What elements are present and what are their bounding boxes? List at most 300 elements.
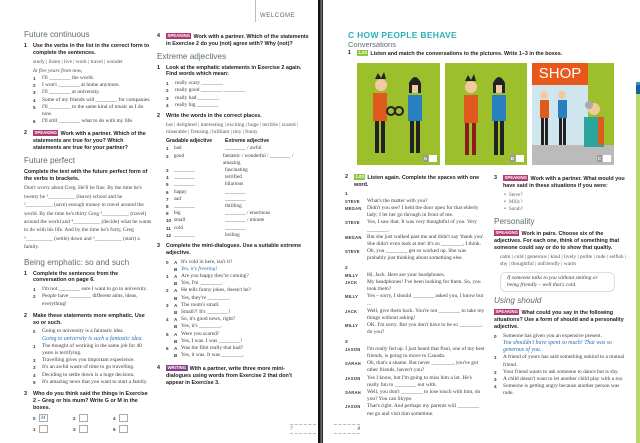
item-number: 6 [166, 346, 169, 352]
shop-sign: SHOP [532, 63, 588, 85]
numbered-list [494, 354, 630, 397]
item-text: It's an awful waste of time to go travelling. [42, 364, 135, 371]
picture-label: C [597, 155, 611, 162]
speaking-exercise: SPEAKING Work in pairs. Choose six of the adjectives. For each one, think of something that someone could say or do to show that quality. [494, 230, 620, 251]
item-number: 1 [166, 274, 169, 280]
speaking-label: SPEAKING [34, 130, 57, 136]
numbered-list [157, 80, 309, 109]
item-text: really bad ________ [175, 94, 220, 101]
numbered-list [24, 75, 152, 125]
answer-box-item [33, 414, 73, 422]
gradable-adjective: happy [174, 188, 187, 195]
audio-label: 1.03 [355, 174, 364, 179]
item-text: The thought of working in the same job for 40 years is terrifying. [42, 342, 142, 357]
extreme-adjective: hilarious [225, 181, 244, 188]
item-number: 6 [33, 119, 36, 125]
paragraph-text: Don't worry about Greg. He'll be fine. By the time he's twenty he ¹__________ (leave) school and he ²__________ (save) enough money to travel around the world. By the time he's thirty Greg ³__________ (travel) around the world and ⁴__________ (decide) what he wants to do with his life. And by the time he's forty, Greg ⁵__________ (settle) down and ⁶__________ (start) a family. [24, 185, 152, 251]
line-text: Are you happy they're coming? [181, 273, 249, 280]
speaker-letter: B [174, 295, 178, 301]
speaker-letter: B [174, 338, 178, 344]
item-number [166, 295, 174, 302]
speaker-letter: A [174, 274, 178, 280]
speaker-letter: A [174, 302, 178, 308]
speaker-name: JASON [345, 375, 361, 381]
table-row [166, 217, 309, 224]
line-text: Didn't you see? I held the door open for that elderly lady; I let her go through in front of me. [367, 205, 479, 219]
item-number: 5 [33, 104, 36, 110]
item-number [166, 338, 174, 345]
dialogue-line [166, 323, 309, 330]
bullet-item: • Steve? [510, 192, 630, 199]
line-text: Small?! It's ________! [181, 309, 231, 316]
row-number: 2 [166, 153, 169, 159]
line-text: Yes I know, but I'm going to miss him a lot. He's really fun to ________ out with. [367, 374, 472, 388]
extreme-adjective: ________ / minute [225, 217, 265, 224]
heading-personality: Personality [494, 217, 535, 227]
speaking-exercise: 2 SPEAKING Work with a partner. Which of the statements are true for you? Which statements are true for your partner? [24, 130, 146, 152]
answer-boxes [33, 414, 152, 433]
audio-exercise: 1 1.03 Listen and match the conversations to the pictures. Write 1–3 in the boxes. [348, 50, 563, 57]
page-edge-strip [636, 82, 640, 443]
line-text: What's the matter with you? [367, 197, 428, 204]
list-item [33, 364, 152, 371]
speaker-letter: A [174, 317, 178, 323]
line-text: Well, you don't ________ to lose touch with him, do you? You can Skype. [367, 389, 481, 403]
answer-box[interactable] [39, 425, 48, 433]
answer-box[interactable] [119, 414, 128, 422]
list-item [33, 118, 152, 125]
bullet-item: • Milly? [510, 199, 630, 206]
speaker-name: SARAH [345, 361, 361, 367]
item-number: 5 [33, 379, 36, 385]
item-text: Some of my friends will ________ for companies. [42, 96, 151, 103]
writing-exercise: 4 WRITING With a partner, write three more mini-dialogues using words from Exercise 2 that don't appear in Exercise 3. [157, 365, 292, 387]
gradable-adjective: ________ [174, 181, 195, 188]
gradable-adjective: good [173, 152, 185, 159]
illustration-shop-icon [532, 63, 614, 165]
item-text: I'll ________ at university. [42, 89, 100, 96]
dialogue-line [345, 322, 485, 336]
item-number: 2 [494, 369, 497, 375]
answer-box[interactable] [119, 425, 128, 433]
item-number: 2 [33, 358, 36, 364]
item-text: A child doesn't want to let another child play with a toy. [503, 376, 624, 383]
line-text: Yes, I'm ________. [181, 280, 223, 287]
list-item [33, 293, 152, 307]
item-text: Someone is getting angry because another person was rude. [503, 383, 620, 397]
dialogue-line [166, 338, 309, 345]
list-item [494, 383, 630, 397]
item-text: Travelling gives you important experience. [42, 357, 135, 364]
dialogue [345, 272, 485, 337]
table-row [166, 174, 309, 181]
speaker-letter: B [174, 353, 178, 359]
gradable-adjective: ________ [174, 167, 195, 174]
item-text: It's amazing news that you want to start a family. [42, 378, 148, 385]
conversation-number: 2 [345, 265, 348, 271]
speaker-letter: A [174, 346, 178, 352]
gradable-adjective: bad [174, 145, 182, 152]
table-header: Gradable adjective Extreme adjective [166, 138, 270, 145]
bullet-item: • Sarah? [510, 206, 630, 213]
speaker-letter: B [174, 324, 178, 330]
speaker-name: MEGAN [345, 206, 362, 211]
extreme-adjective: fascinating [225, 167, 248, 174]
dialogue-line [345, 389, 485, 403]
mini-dialogues [157, 259, 309, 360]
extreme-adjective: fantastic / wonderful / ________ / amazing [222, 152, 294, 166]
table-row [166, 203, 309, 210]
list-item [33, 75, 152, 82]
row-number: 8 [166, 204, 169, 210]
conversation-number: 1 [345, 191, 348, 197]
line-text: Yes, it's freezing! [181, 265, 218, 272]
item-number: 3 [33, 365, 36, 371]
table-row [166, 145, 309, 152]
table-row [166, 153, 309, 167]
gradable-adjective: ________ [174, 174, 195, 181]
page-number-left: 7 [290, 424, 316, 434]
line-text: Oh, that's a shame. But never ________, you've got other friends, haven't you? [367, 360, 479, 374]
speaker-name: JASON [345, 404, 361, 410]
dialogue-line [345, 198, 485, 205]
item-text: really scary ________ [175, 80, 223, 87]
example-answer: Going to university is such a fantastic idea. [42, 335, 143, 342]
list-item [166, 95, 309, 102]
dialogue-line [345, 308, 485, 322]
list-item [494, 354, 630, 368]
item-number: 3 [166, 95, 169, 101]
speaker-name: JACK [345, 280, 358, 286]
example-item: 0 Someone has given you an expensive present. [494, 332, 602, 339]
list-item [166, 80, 309, 87]
dialogue-line [345, 272, 485, 279]
row-number: 9 [166, 211, 169, 217]
line-text: So, it's good news, right? [181, 316, 236, 323]
list-item [33, 89, 152, 96]
box-number: 0 [33, 415, 36, 421]
row-number: 1 [166, 146, 169, 152]
speaker-name: STEVE [345, 198, 360, 204]
picture-b [445, 63, 527, 165]
item-number [166, 352, 174, 359]
speaker-name: JACK [345, 308, 358, 314]
answer-box[interactable] [516, 155, 524, 162]
speaker-letter: A [174, 288, 178, 294]
item-number [166, 266, 174, 273]
item-number: 1 [33, 287, 36, 293]
line-text: I'm really fed up. I just heard that Paul, one of my best friends, is going to move to Canada. [367, 345, 485, 360]
list-item [33, 82, 152, 89]
extreme-adjective: ________ [225, 195, 246, 202]
dialogue-line [345, 293, 485, 307]
speaker-name: STEVE [345, 220, 360, 226]
box-number: 5 [113, 426, 116, 432]
picture-label: B [510, 155, 524, 162]
heading-being-emphatic: Being emphatic: so and such [24, 257, 130, 267]
item-number: 4 [166, 317, 169, 323]
dialogue-line [166, 316, 309, 323]
line-text: OK. I'm sorry. But you don't have to be so ________, do you? [367, 322, 483, 336]
dialogue-line [166, 331, 309, 338]
speaking-label: SPEAKING [167, 33, 190, 38]
item-number: 2 [33, 83, 36, 89]
dialogue-line [345, 205, 485, 219]
line-text: Was the film really that bad? [181, 345, 243, 352]
item-text: Your friend wants to ask someone to dance but is shy. [503, 368, 619, 375]
gradable-adjective: ________ [174, 203, 195, 210]
line-text: Yes – sorry, I should ________ asked you, I know but ... [367, 293, 484, 307]
picture-label: A [423, 155, 437, 162]
dialogue-line [166, 352, 309, 359]
table-row [166, 210, 309, 217]
exercise-instruction: 1 Look at the emphatic statements in Exercise 2 again. Find words which mean: [157, 64, 302, 78]
box-number: 4 [113, 415, 116, 421]
dialogue-line [166, 266, 309, 273]
dialogue-line [345, 248, 485, 262]
line-text: Well, give them back. You're not ________ to take my things without asking! [367, 307, 485, 322]
speaker-name: JASON [345, 346, 361, 352]
item-text: really big ________ [175, 101, 219, 108]
picture-c [532, 63, 614, 165]
answer-box[interactable] [79, 414, 88, 422]
row-number: 12 [166, 232, 172, 238]
exercise-instruction: 2 Write the words in the correct places. [157, 113, 262, 119]
speaker-name: MILLY [345, 272, 359, 278]
line-text: The room's small. [181, 301, 220, 308]
line-text: Hi, Jack. Here are your headphones. [367, 271, 446, 278]
line-text: Yes, they're ________. [181, 294, 231, 301]
subheading-conversations: Conversations [348, 40, 396, 49]
dialogue-line [345, 219, 485, 233]
list-item [33, 372, 152, 379]
intro-text: In five years from now, [33, 67, 83, 74]
conversation-number: 3 [345, 339, 348, 345]
speaker-letter: B [174, 281, 178, 287]
gradable-adjective: big [174, 210, 181, 217]
example-item: 0 Going to university is a fantastic idea. [33, 328, 124, 335]
speaker-name: MEGAN [345, 234, 362, 240]
left-column-2 [157, 30, 309, 389]
extreme-adjective: ________ / awful [225, 145, 262, 152]
item-number: 2 [33, 294, 36, 300]
dialogue-line [345, 279, 485, 293]
row-number: 5 [166, 182, 169, 188]
writing-label: WRITING [167, 365, 187, 371]
unit-title: C HOW PEOPLE BEHAVE [348, 30, 457, 40]
line-text: That's right. And perhaps my parents will ________ me go and visit him sometime. [367, 403, 480, 417]
table-row [166, 232, 309, 239]
dialogue-line [166, 273, 309, 280]
dialogue-line [166, 295, 309, 302]
item-text: really good ________ ________ [175, 87, 246, 94]
dialogue-line [345, 375, 485, 389]
example-answer: You shouldn't have spent so much! That was so generous of you. [503, 340, 612, 354]
adjective-table [157, 138, 309, 239]
item-number: 1 [494, 355, 497, 361]
right-column-1 [345, 171, 485, 418]
line-text: He tells funny jokes, doesn't he? [181, 287, 251, 294]
picture-a [357, 63, 440, 165]
table-row [166, 196, 309, 203]
row-number: 6 [166, 189, 169, 195]
item-text: I won't ________ at home anymore. [42, 82, 120, 89]
box-number: 3 [73, 426, 76, 432]
exercise-instruction: 1 Complete the sentences from the conversation on page 6. [24, 270, 119, 284]
extreme-adjective: terrified [225, 174, 242, 181]
item-number: 5 [166, 331, 169, 337]
dialogue [345, 198, 485, 263]
item-text: People have ________ different aims, ideas, everything! [42, 293, 138, 307]
speaker-letter: A [174, 331, 178, 337]
exercise-instruction: 1 Use the verbs in the list in the correct form to complete the sentences. [24, 43, 150, 56]
speaker-letter: B [174, 310, 178, 316]
answer-box[interactable]: M [39, 414, 48, 422]
dialogue [345, 346, 485, 418]
dialogue-line [345, 234, 485, 248]
item-number: 3 [494, 377, 497, 383]
speaking-label: SPEAKING [495, 309, 518, 315]
heading-future-perfect: Future perfect [24, 155, 75, 165]
list-item [494, 369, 630, 376]
line-text: Yes, it was. It was ________. [181, 352, 245, 359]
item-text: I'm not ________ sure I want to go to university. [42, 286, 148, 293]
heading-future-continuous: Future continuous [24, 30, 90, 39]
word-list: hot | delighted | interesting | exciting | huge | terrible | scared | miserable | freezing | brilliant | tiny | funny [166, 121, 298, 135]
extreme-adjective: ________ [225, 224, 246, 231]
line-text: But she just walked past me and didn't say 'thank you'. She didn't even look at me! It's so ________, I think. [367, 233, 485, 248]
list-item [33, 343, 152, 357]
dialogue-line [345, 360, 485, 374]
list-item [33, 97, 152, 104]
book-gutter [318, 0, 323, 443]
list-item [33, 104, 152, 118]
answer-box-item [33, 425, 73, 433]
dialogue-line [345, 403, 485, 417]
section-header: WELCOME [255, 0, 295, 22]
item-number: 4 [33, 372, 36, 378]
answer-box-item [113, 414, 153, 422]
speaking-exercise: 3 SPEAKING Work with a partner. What would you have said in these situations if you were: [494, 175, 625, 189]
numbered-list [24, 286, 152, 308]
row-number: 7 [166, 196, 169, 202]
heading-using-should: Using should [494, 296, 542, 306]
numbered-list [24, 343, 152, 386]
row-number: 10 [166, 218, 172, 224]
gradable-adjective: cold [174, 224, 183, 231]
item-number: 2 [166, 288, 169, 294]
item-text: I'll ________ the world. [42, 75, 94, 81]
line-text: Yes, I was. I was ________! [181, 337, 242, 344]
line-text: Yes, I saw that. It was very thoughtful of you. Very ________. [367, 219, 477, 233]
item-number: 1 [166, 81, 169, 87]
list-item [494, 376, 630, 383]
item-text: I'll still ________ what to do with my life. [42, 118, 134, 125]
speaker-name: MILLY [345, 294, 359, 300]
answer-box[interactable] [603, 155, 611, 162]
word-list: calm | cold | generous | kind | lively | polite | rude | selfish | shy | thoughtful | unfriendly | warm [500, 253, 626, 267]
dialogue-line [166, 287, 309, 294]
exercise-instruction: 3 Complete the mini-dialogues. Use a suitable extreme adjective. [157, 243, 302, 256]
dialogue-line [166, 345, 309, 352]
speaking-label: SPEAKING [495, 230, 518, 236]
exercise-instruction: 2 Make these statements more emphatic. Use so or such. [24, 312, 145, 326]
audio-label: 1.03 [358, 50, 367, 55]
box-number: 2 [73, 415, 76, 421]
item-number [166, 323, 174, 330]
extreme-adjective: ________ / enormous [225, 210, 271, 217]
exercise-instruction: 3 Who do you think said the things in Exercise 2 – Greg or his mum? Write G or M in the boxes. [24, 391, 148, 411]
table-row [166, 225, 309, 232]
answer-box-item [73, 414, 113, 422]
extreme-adjective: boiling [225, 231, 240, 238]
audio-exercise: 2 1.03 Listen again. Complete the spaces with one word. [345, 174, 480, 188]
line-text: My headphones! I've been looking for them. So, you took them? [367, 279, 481, 293]
row-number: 11 [166, 225, 171, 231]
gradable-adjective: ________ [174, 231, 195, 238]
item-number: 4 [494, 384, 497, 390]
item-text: A friend of yours has said something unkind to a mutual friend. [503, 354, 625, 368]
line-text: Oh, you ________ get so worked up. She was probably just thinking about something else. [367, 248, 467, 262]
right-column-2 [494, 172, 630, 398]
speaker-letter: A [174, 259, 178, 265]
illustration-headphones-icon [357, 63, 440, 165]
item-number: 4 [33, 97, 36, 103]
item-number: 4 [166, 102, 169, 108]
table-row [166, 189, 309, 196]
line-text: It's cold in here, isn't it? [181, 258, 233, 265]
gradable-adjective: small [174, 217, 186, 224]
list-item [166, 102, 309, 109]
table-row [166, 181, 309, 188]
item-text: I'll ________ to the same kind of music as I do now. [42, 103, 144, 118]
list-item [33, 379, 152, 386]
speaking-label: SPEAKING [504, 175, 527, 180]
dialogue-line [166, 309, 309, 316]
row-number: 4 [166, 175, 169, 181]
answer-box[interactable] [429, 155, 437, 162]
speaking-exercise: 4 SPEAKING Work with a partner. Which of the statements in Exercise 2 do you (not) agree with? Why (not)? [157, 33, 309, 47]
speaker-name: SARAH [345, 390, 361, 396]
list-item [166, 87, 309, 94]
item-number: 1 [33, 76, 36, 81]
heading-extreme-adjectives: Extreme adjectives [157, 51, 227, 61]
item-number [166, 309, 174, 316]
dialogue-line [345, 346, 485, 360]
illustration-argument-icon [445, 63, 527, 165]
item-number: 0 [166, 259, 169, 265]
line-text: Yes, it's ________. [181, 323, 222, 330]
speaker-name: STEVE [345, 249, 360, 255]
line-text: Were you scared? [181, 330, 220, 337]
gradable-adjective: sad [174, 195, 181, 202]
item-text: Deciding to settle down is a huge decision. [42, 371, 135, 378]
dialogue-line [166, 302, 309, 309]
answer-box-item [73, 425, 113, 433]
speaker-letter: B [174, 266, 178, 272]
right-header [348, 30, 628, 60]
extreme-adjective: ________ [225, 188, 246, 195]
item-number [166, 280, 174, 287]
exercise-instruction: Complete the text with the future perfect form of the verbs in brackets. [24, 168, 148, 182]
item-number: 1 [33, 343, 36, 349]
speaker-name: MILLY [345, 323, 359, 329]
item-number: 2 [166, 88, 169, 94]
extreme-adjective: thrilling [225, 203, 242, 210]
row-number: 3 [166, 168, 169, 174]
dialogue-line [166, 259, 309, 266]
answer-box[interactable] [79, 425, 88, 433]
